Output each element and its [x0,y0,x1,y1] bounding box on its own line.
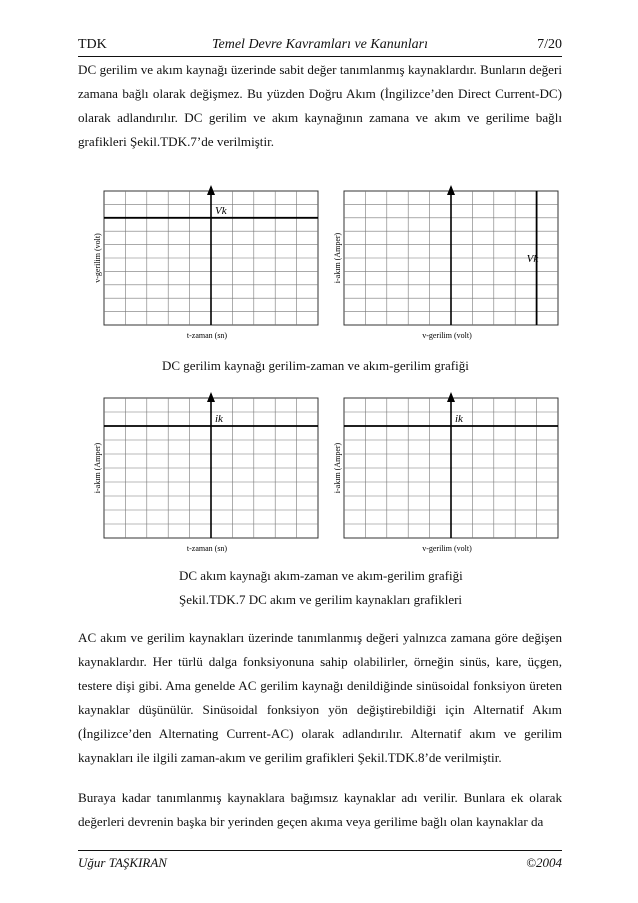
x-axis-label: t-zaman (sn) [186,544,228,553]
y-axis-label: i-akım (Amper) [333,442,342,494]
footer-copyright: ©2004 [526,855,562,870]
y-axis-arrow [207,392,215,402]
source-value-label: ik [455,413,463,425]
graph-svg [332,390,560,556]
y-axis-label: i-akım (Amper) [333,232,342,284]
header-course-code: TDK [78,37,107,52]
graph-dc-current-voltage [332,183,560,343]
source-value-label: ik [215,413,223,425]
header-page-number: 7/20 [537,37,562,52]
y-axis-label: v-gerilim (volt) [93,233,102,283]
source-value-label: Vk [215,204,227,217]
y-axis-label: i-akım (Amper) [93,442,102,494]
caption-dc-current: DC akım kaynağı akım-zaman ve akım-gerilim grafiği [179,568,463,583]
graph-dc-current-time [92,390,320,556]
graph-svg [92,183,320,343]
paragraph-ac-sources: AC akım ve gerilim kaynakları üzerinde tanımlanmış değeri yalnızca zamana göre değişen kaynaklardır. Her türlü dalga fonksiyonuna sahip olabilirler, örneğin sinüs, kare, üçgen, testere dişi gibi. Ama genelde AC gerilim kaynağı denildiğinde sinüsoidal fonksiyon üreten kaynaklar düşünülür. Sinüsoidal fonksiyon yön değiştirebildiği için Alternatif Akım (İngilizce’den Alternating Current-AC) olarak adlandırılır. Alternatif akım ve gerilim kaynakları ile ilgili zaman-akım ve gerilim grafikleri Şekil.TDK.8’de verilmiştir. [78,630,562,765]
caption-dc-voltage: DC gerilim kaynağı gerilim-zaman ve akım-gerilim grafiği [162,358,469,373]
figure-caption: Şekil.TDK.7 DC akım ve gerilim kaynakları grafikleri [179,592,463,607]
paragraph-dc-intro: DC gerilim ve akım kaynağı üzerinde sabit değer tanımlanmış kaynaklardır. Bunların değeri zamana bağlı olarak değişmez. Bu yüzden Doğru Akım (İngilizce’den Direct Current-DC) olarak adlandırılır. DC gerilim ve akım kaynağının zamana ve akım ve gerilime bağlı grafikleri Şekil.TDK.7’de verilmiştir. [78,62,562,149]
paragraph-dependent-sources: Buraya kadar tanımlanmış kaynaklara bağımsız kaynaklar adı verilir. Bunlara ek olarak değerleri devrenin başka bir yerinden geçen akıma veya gerilime bağlı olan kaynaklar da [78,790,562,829]
graph-dc-voltage-time [92,183,320,343]
x-axis-label: t-zaman (sn) [186,331,228,340]
x-axis-label: v-gerilim (volt) [422,331,472,340]
header-title: Temel Devre Kavramları ve Kanunları [212,37,428,52]
x-axis-label: v-gerilim (volt) [422,544,472,553]
graph-svg [92,390,320,556]
source-value-label: Vk [526,253,539,265]
page-header [78,36,562,57]
y-axis-arrow [447,392,455,402]
page-footer [78,850,562,873]
graph-svg [332,183,560,343]
footer-author: Uğur TAŞKIRAN [78,855,167,870]
y-axis-arrow [447,185,455,195]
graph-dc-current-voltage-2 [332,390,560,556]
y-axis-arrow [207,185,215,195]
